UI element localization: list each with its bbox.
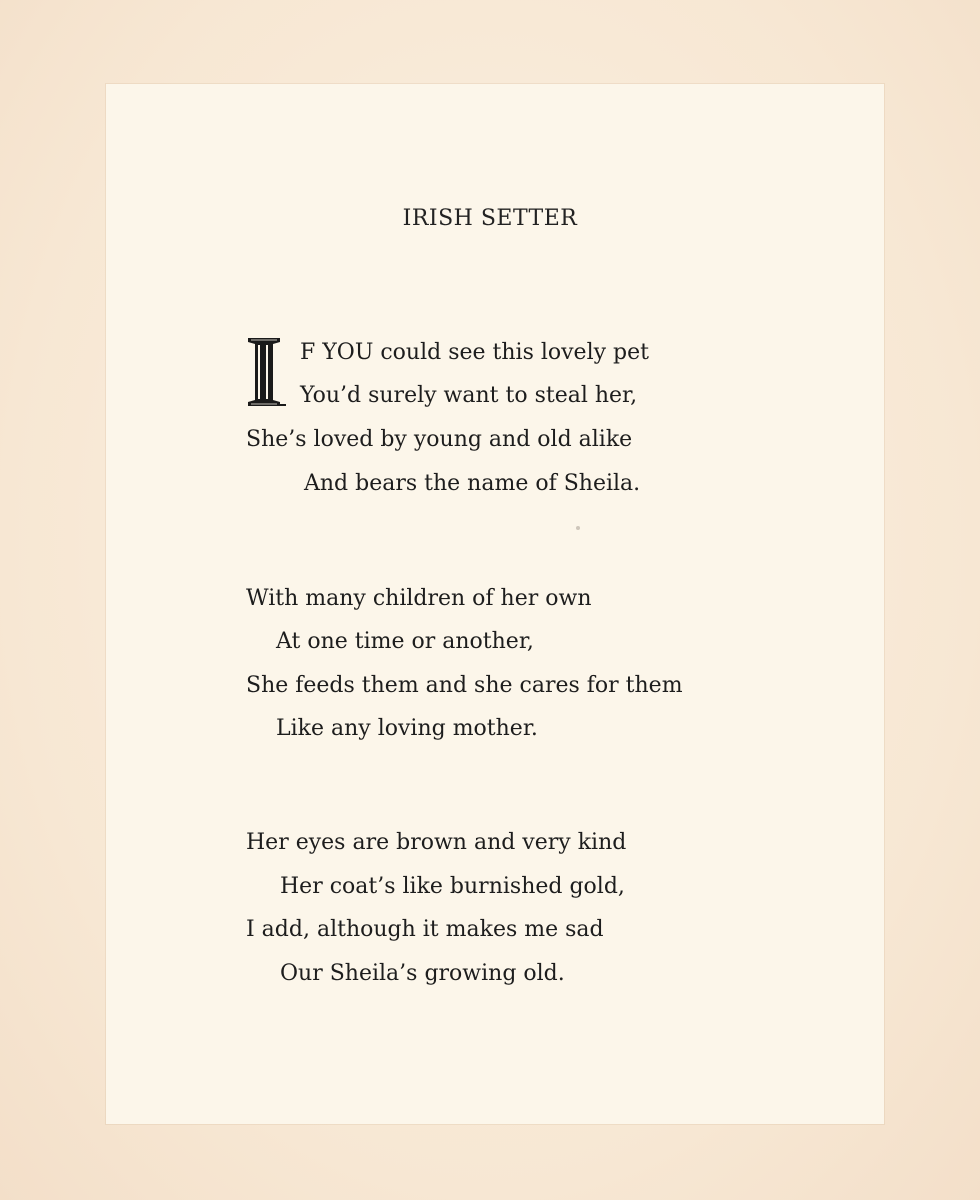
- verse-line: She feeds them and she cares for them: [246, 673, 683, 698]
- verse-line: She’s loved by young and old alike: [246, 427, 633, 452]
- verse-line: Our Sheila’s growing old.: [280, 961, 565, 986]
- verse-line: Like any loving mother.: [276, 716, 538, 741]
- verse-line: I add, although it makes me sad: [246, 917, 604, 942]
- poem-title: IRISH SETTER: [402, 206, 578, 231]
- drop-cap-letter: [246, 334, 292, 410]
- verse-line: You’d surely want to steal her,: [300, 383, 638, 408]
- verse-line: F YOU could see this lovely pet: [300, 340, 649, 365]
- verse-line: Her eyes are brown and very kind: [246, 830, 627, 855]
- verse-line: And bears the name of Sheila.: [304, 471, 641, 496]
- paper-speck: [576, 526, 580, 530]
- verse-line: Her coat’s like burnished gold,: [280, 874, 625, 899]
- verse-line: With many children of her own: [246, 586, 592, 611]
- verse-line: At one time or another,: [276, 629, 534, 654]
